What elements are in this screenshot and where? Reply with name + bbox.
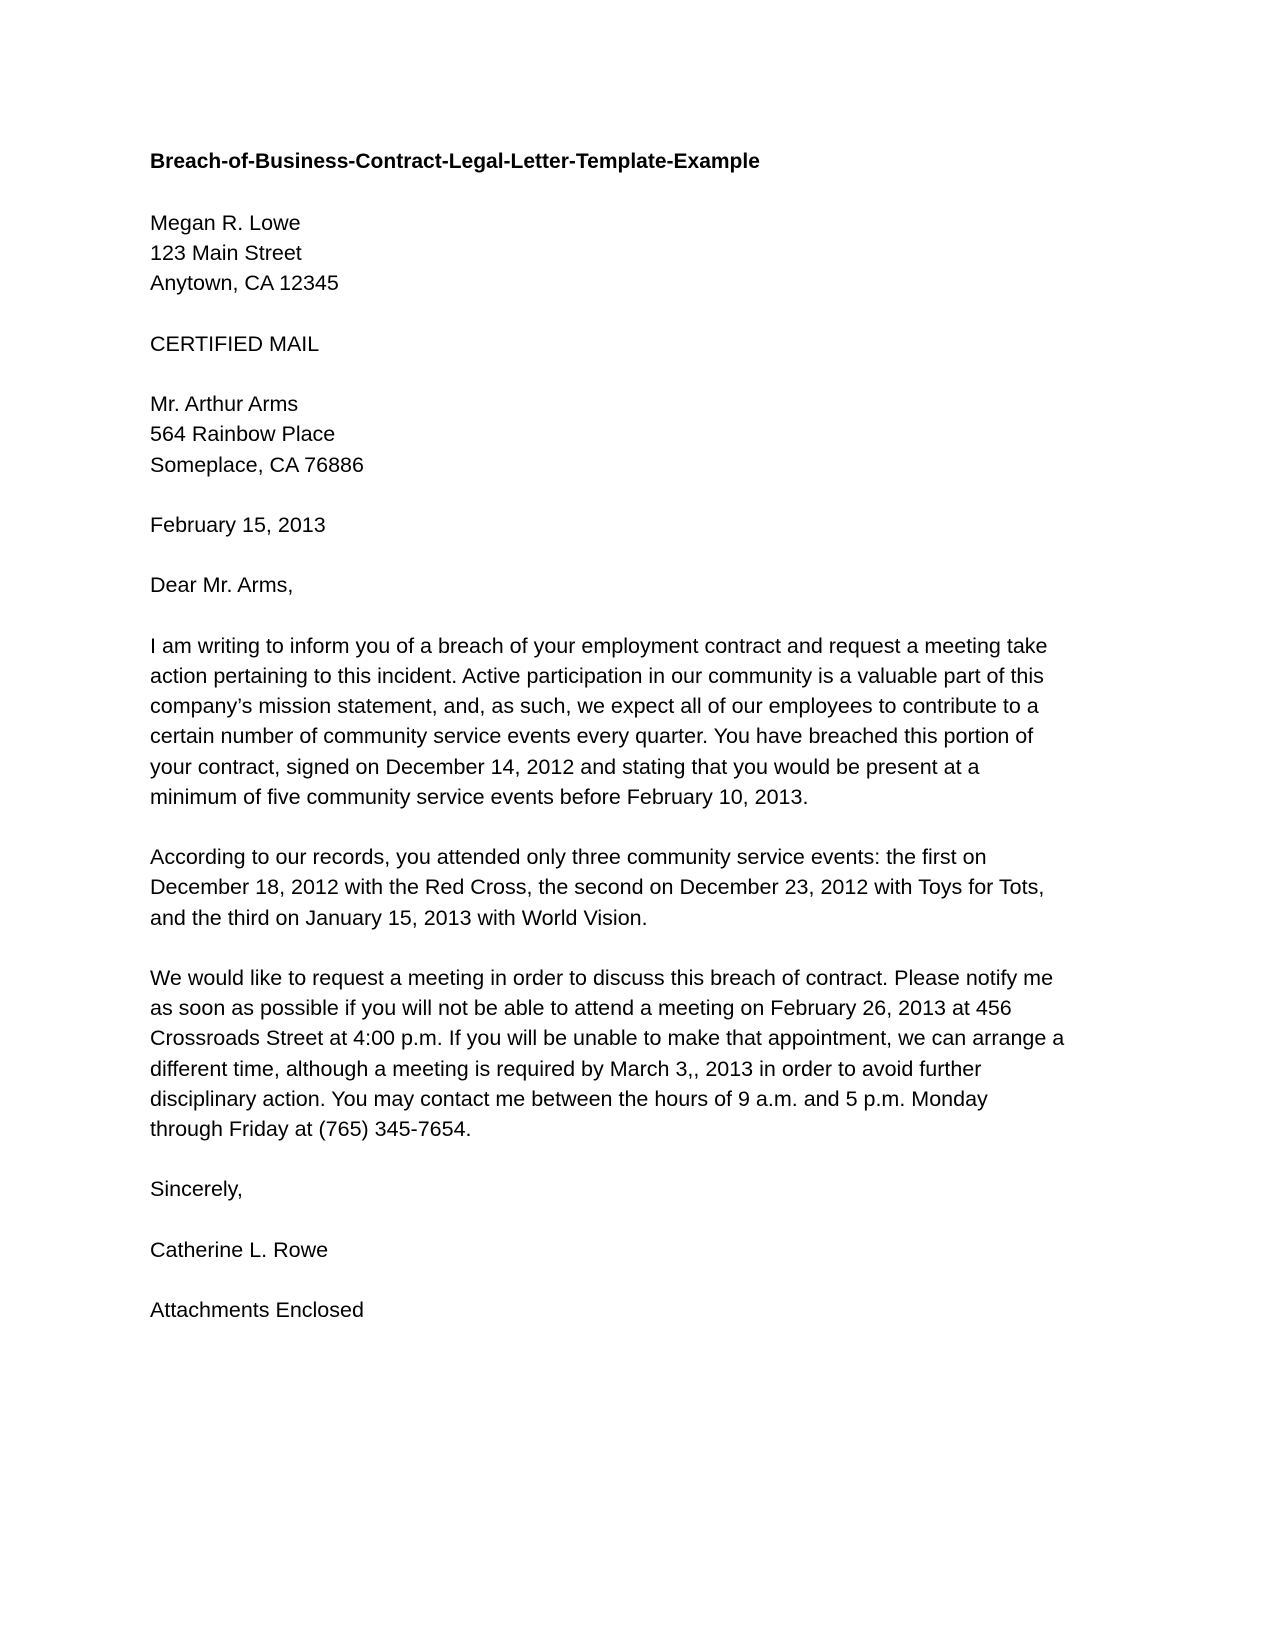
enclosure-note: Attachments Enclosed xyxy=(150,1298,364,1323)
paragraph-line: Crossroads Street at 4:00 p.m. If you will be unable to make that appointment, we can arrange a xyxy=(150,1026,1065,1051)
letter-date: February 15, 2013 xyxy=(150,512,326,537)
paragraph-line: and the third on January 15, 2013 with World Vision. xyxy=(150,905,648,930)
paragraph-line: December 18, 2012 with the Red Cross, the second on December 23, 2012 with Toys for Tots, xyxy=(150,875,1045,900)
paragraph-line: disciplinary action. You may contact me between the hours of 9 a.m. and 5 p.m. Monday xyxy=(150,1086,988,1111)
body-paragraph-2 xyxy=(150,842,1140,933)
recipient-name: Mr. Arthur Arms xyxy=(150,392,299,417)
paragraph-line: through Friday at (765) 345-7654. xyxy=(150,1116,472,1141)
sender-name: Megan R. Lowe xyxy=(150,211,301,235)
sender-address xyxy=(150,208,1140,299)
letter-content xyxy=(150,148,1140,1356)
recipient-street: 564 Rainbow Place xyxy=(150,422,336,447)
salutation: Dear Mr. Arms, xyxy=(150,573,294,598)
paragraph-line: as soon as possible if you will not be able to attend a meeting on February 26, 2013 at 456 xyxy=(150,996,1012,1021)
recipient-address xyxy=(150,389,1140,480)
sender-street: 123 Main Street xyxy=(150,241,302,266)
paragraph-line: your contract, signed on December 14, 2012 and stating that you would be present at a xyxy=(150,754,980,779)
recipient-city: Someplace, CA 76886 xyxy=(150,452,364,477)
closing: Sincerely, xyxy=(150,1177,243,1202)
paragraph-line: action pertaining to this incident. Active participation in our community is a valuable part of this xyxy=(150,663,1044,688)
paragraph-line: different time, although a meeting is required by March 3,, 2013 in order to avoid further xyxy=(150,1056,982,1081)
paragraph-line: minimum of five community service events before February 10, 2013. xyxy=(150,784,809,809)
paragraph-line: I am writing to inform you of a breach of your employment contract and request a meeting take xyxy=(150,633,1048,658)
delivery-method: CERTIFIED MAIL xyxy=(150,331,320,356)
body-paragraph-3 xyxy=(150,963,1140,1144)
paragraph-line: According to our records, you attended only three community service events: the first on xyxy=(150,845,987,870)
paragraph-line: certain number of community service events every quarter. You have breached this portion of xyxy=(150,724,1034,749)
signature-name: Catherine L. Rowe xyxy=(150,1237,329,1262)
document-title: Breach-of-Business-Contract-Legal-Letter-Template-Example xyxy=(150,150,760,173)
body-paragraph-1 xyxy=(150,631,1140,812)
sender-city: Anytown, CA 12345 xyxy=(150,271,339,296)
paragraph-line: We would like to request a meeting in order to discuss this breach of contract. Please notify me xyxy=(150,965,1054,990)
paragraph-line: company’s mission statement, and, as such, we expect all of our employees to contribute to a xyxy=(150,694,1039,719)
